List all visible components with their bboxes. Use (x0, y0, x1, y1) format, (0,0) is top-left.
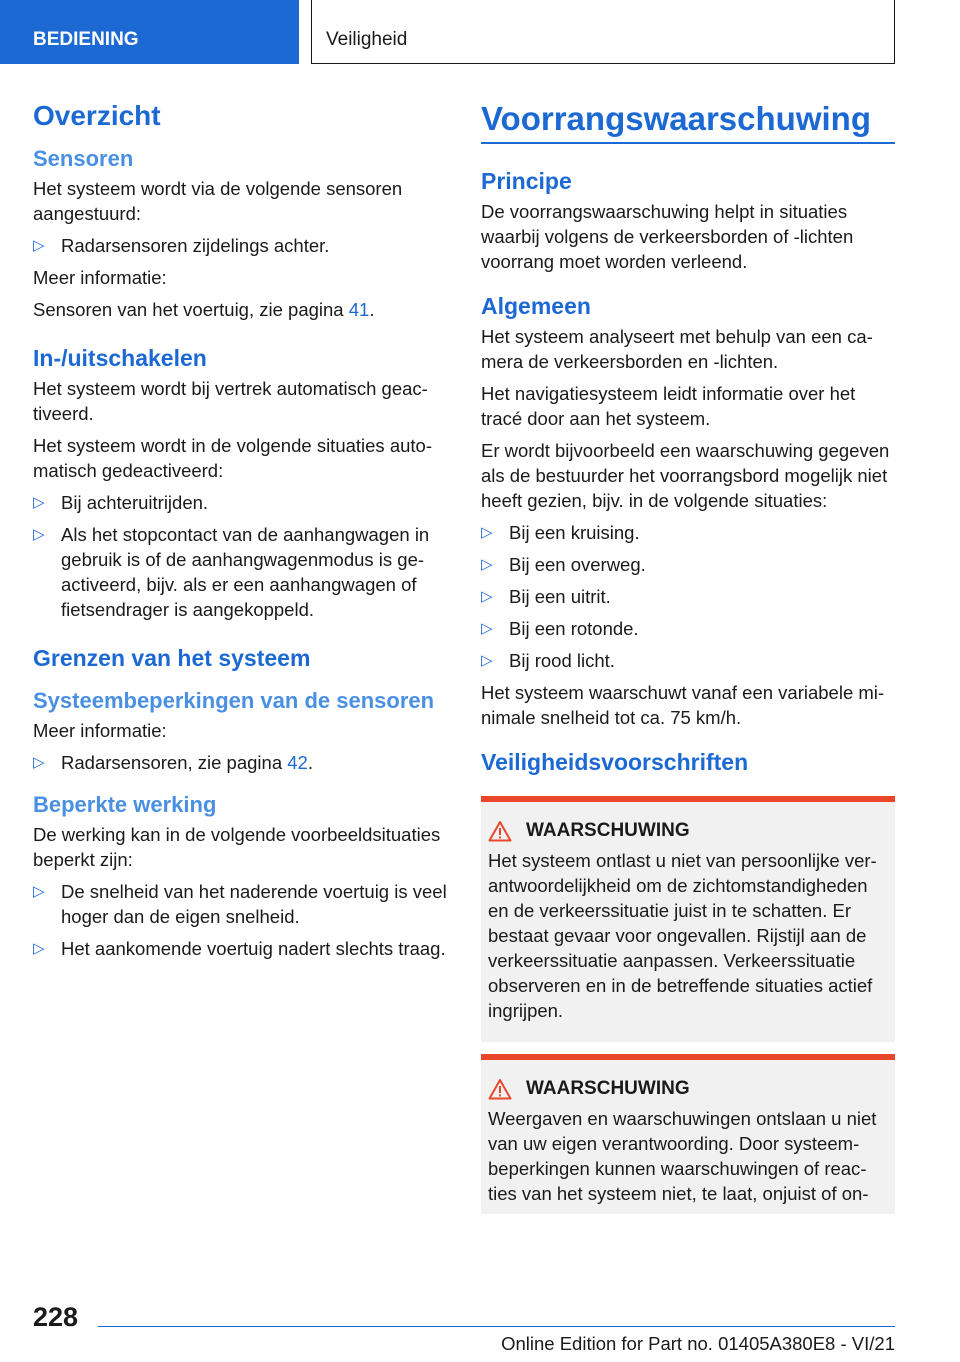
triangle-right-icon: ▷ (33, 883, 45, 900)
algemeen-p2: Het navigatiesysteem leidt informatie over het tracé door aan het systeem. (481, 383, 856, 429)
page-link-42[interactable]: 42 (287, 752, 308, 773)
warning-header (488, 820, 883, 842)
principe-text: De voorrangswaarschuwing helpt in situaties waarbij volgens de verkeersborden of -lichten voorrang moet worden verleend. (481, 201, 854, 272)
warning-triangle-icon (488, 820, 512, 842)
chapter-label: BEDIENING (33, 29, 139, 50)
algemeen-p1: Het systeem analyseert met behulp van een camera de verkeersborden en -lichten. (481, 326, 873, 372)
systeembeperkingen-more: Meer informatie: (33, 720, 167, 741)
algemeen-heading: Algemeen (481, 293, 591, 319)
section-tab[interactable] (311, 0, 895, 64)
left-column (33, 100, 449, 968)
sensoren-ref: Sensoren van het voertuig, zie pagina 41. (33, 299, 375, 320)
voorrangswaarschuwing-title: Voorrangswaarschuwing (481, 100, 895, 144)
triangle-right-icon: ▷ (481, 652, 493, 669)
warning-label: WAARSCHUWING (526, 1078, 690, 1099)
triangle-right-icon: ▷ (33, 494, 45, 511)
right-column (481, 100, 895, 1214)
list-item: ▷ Bij rood licht. (481, 650, 615, 671)
warning-text: Het systeem ontlast u niet van persoonlijke verantwoordelijkheid om de zichtomstandigheden en de verkeerssituatie juist in te schatten. Er bestaat gevaar voor ongevallen. Rijstijl aan de verkeerssituatie aanpassen. Verkeerssituatie observeren en in de betreffende situaties actief ingrijpen. (488, 850, 877, 1021)
chapter-tab[interactable] (0, 0, 299, 64)
beperkte-werking-intro: De werking kan in de volgende voorbeeldsituaties beperkt zijn: (33, 824, 441, 870)
schakelen-list (33, 490, 449, 622)
triangle-right-icon: ▷ (481, 620, 493, 637)
algemeen-list (481, 520, 895, 673)
list-item: ▷ Als het stopcontact van de aanhangwagen in gebruik is of de aanhangwagenmodus is geactiveerd, bijv. als er een aanhangwagen of fietsendrager is aangekoppeld. (33, 524, 430, 620)
list-item: ▷ Radarsensoren, zie pagina 42. (33, 752, 313, 773)
footer-edition: Online Edition for Part no. 01405A380E8 - VI/21 (501, 1333, 895, 1354)
triangle-right-icon: ▷ (33, 526, 45, 543)
triangle-right-icon: ▷ (33, 754, 45, 771)
list-item: ▷ De snelheid van het naderende voertuig is veel hoger dan de eigen snelheid. (33, 881, 447, 927)
list-item: ▷ Het aankomende voertuig nadert slechts traag. (33, 938, 446, 959)
list-item: ▷ Bij een kruising. (481, 522, 640, 543)
page-number: 228 (33, 1302, 79, 1332)
systeembeperkingen-list (33, 750, 449, 775)
list-item: ▷ Bij een uitrit. (481, 586, 611, 607)
beperkte-werking-list (33, 879, 449, 961)
footer-divider (98, 1326, 895, 1327)
list-item: ▷ Bij achteruitrijden. (33, 492, 209, 513)
schakelen-heading: In-/uitschakelen (33, 345, 207, 371)
schakelen-p2: Het systeem wordt in de volgende situaties automatisch gedeactiveerd: (33, 435, 432, 481)
warning-header (488, 1078, 883, 1100)
principe-heading: Principe (481, 168, 572, 194)
sensoren-more-info: Meer informatie: (33, 267, 167, 288)
schakelen-p1: Het systeem wordt bij vertrek automatisch geactiveerd. (33, 378, 428, 424)
sensoren-list (33, 233, 449, 258)
veiligheid-heading: Veiligheidsvoorschriften (481, 749, 749, 775)
triangle-right-icon: ▷ (481, 524, 493, 541)
warning-label: WAARSCHUWING (526, 820, 690, 841)
sensoren-heading: Sensoren (33, 146, 134, 171)
triangle-right-icon: ▷ (481, 588, 493, 605)
warning-box-2 (481, 1054, 895, 1214)
beperkte-werking-heading: Beperkte werking (33, 792, 217, 817)
grenzen-heading: Grenzen van het systeem (33, 645, 311, 671)
page-link-41[interactable]: 41 (348, 299, 370, 320)
list-item: ▷ Radarsensoren zijdelings achter. (33, 235, 330, 256)
triangle-right-icon: ▷ (33, 237, 45, 254)
section-label: Veiligheid (326, 29, 408, 50)
algemeen-p4: Het systeem waarschuwt vanaf een variabele minimale snelheid tot ca. 75 km/h. (481, 682, 885, 728)
triangle-right-icon: ▷ (33, 940, 45, 957)
list-item: ▷ Bij een overweg. (481, 554, 646, 575)
systeembeperkingen-heading: Systeembeperkingen van de sensoren (33, 688, 435, 713)
algemeen-p3: Er wordt bijvoorbeeld een waarschuwing gegeven als de bestuurder het voorrangsbord mogelijk niet heeft gezien, bijv. in de volgende situaties: (481, 440, 890, 511)
list-item: ▷ Bij een rotonde. (481, 618, 639, 639)
triangle-right-icon: ▷ (481, 556, 493, 573)
warning-box-1 (481, 796, 895, 1042)
warning-text: Weergaven en waarschuwingen ontslaan u niet van uw eigen verantwoording. Door systeembeperkingen kunnen waarschuwingen of reacties van het systeem niet, te laat, onjuist of on- (488, 1108, 877, 1204)
warning-triangle-icon (488, 1078, 512, 1100)
overzicht-title: Overzicht (33, 100, 161, 131)
sensoren-intro: Het systeem wordt via de volgende sensoren aangestuurd: (33, 178, 403, 224)
